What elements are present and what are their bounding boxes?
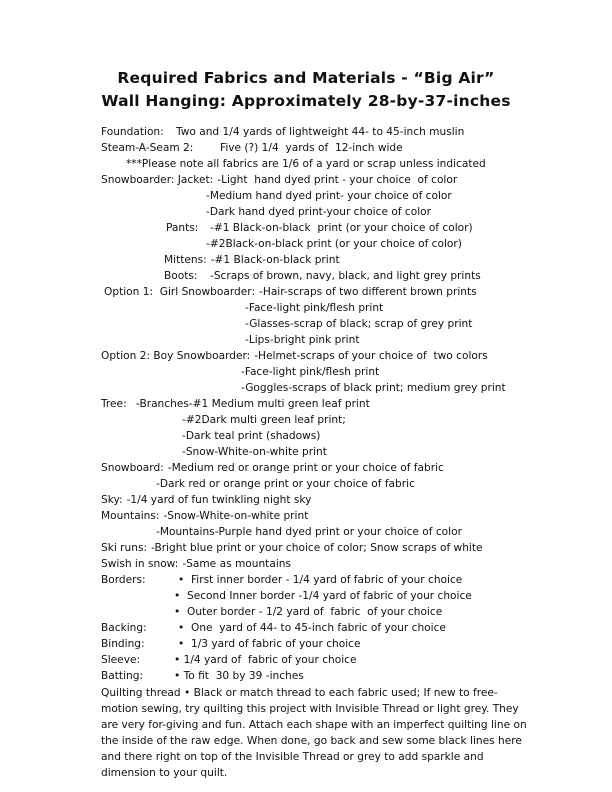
item-text: -Light hand dyed print - your choice of color	[217, 174, 458, 186]
item-text: -Face-light pink/flesh print	[245, 302, 384, 314]
item-label: Batting:	[101, 670, 144, 682]
item-text: -Medium red or orange print or your choice of fabric	[167, 462, 444, 474]
title-line-2: Wall Hanging: Approximately 28-by-37-inches	[101, 92, 511, 110]
item-text: -Hair-scraps of two different brown prints	[259, 286, 477, 298]
item-text: -Same as mountains	[182, 558, 292, 570]
item-text: -Goggles-scraps of black print; medium grey print	[241, 382, 506, 394]
list-item	[0, 173, 612, 189]
list-item	[0, 573, 612, 589]
list-item	[0, 605, 612, 621]
item-text: -Lips-bright pink print	[245, 334, 360, 346]
item-text: -Glasses-scrap of black; scrap of grey print	[245, 318, 473, 330]
item-text: -Dark teal print (shadows)	[182, 430, 321, 442]
list-item	[0, 413, 612, 429]
item-label: Sleeve:	[101, 654, 141, 666]
list-item	[0, 589, 612, 605]
item-label: Borders:	[101, 574, 146, 586]
item-text: -1/4 yard of fun twinkling night sky	[126, 494, 312, 506]
item-text: -Medium hand dyed print- your choice of color	[206, 190, 452, 202]
quilting-thread-paragraph	[101, 685, 531, 781]
item-label: Swish in snow:	[101, 558, 179, 570]
quilting-label: Quilting thread	[101, 687, 181, 699]
list-item	[0, 653, 612, 669]
item-text: -#1 Black-on-black print	[210, 254, 340, 266]
item-label: Option 1: Girl Snowboarder:	[104, 286, 256, 298]
list-item	[0, 349, 612, 365]
list-item	[0, 269, 612, 285]
list-item	[0, 157, 612, 173]
list-item	[0, 669, 612, 685]
item-label: Mittens:	[164, 254, 207, 266]
item-label: Foundation:	[101, 126, 164, 138]
list-item	[0, 429, 612, 445]
item-label: Pants:	[166, 222, 199, 234]
list-item	[0, 237, 612, 253]
item-text: -Branches-#1 Medium multi green leaf print	[136, 398, 370, 410]
list-item	[0, 493, 612, 509]
item-text: -Scraps of brown, navy, black, and light grey prints	[210, 270, 481, 282]
list-item	[0, 189, 612, 205]
list-item	[0, 365, 612, 381]
item-text: -Bright blue print or your choice of color; Snow scraps of white	[151, 542, 483, 554]
item-text: -#2Black-on-black print (or your choice of color)	[206, 238, 462, 250]
list-item	[0, 445, 612, 461]
list-item	[0, 461, 612, 477]
item-text: • First inner border - 1/4 yard of fabric of your choice	[178, 574, 463, 586]
list-item	[0, 205, 612, 221]
item-text: -Dark red or orange print or your choice of fabric	[156, 478, 415, 490]
list-item	[0, 285, 612, 301]
item-label: Sky:	[101, 494, 123, 506]
item-text: -#2Dark multi green leaf print;	[182, 414, 346, 426]
item-text: Two and 1/4 yards of lightweight 44- to 45-inch muslin	[176, 126, 465, 138]
item-text: • 1/3 yard of fabric of your choice	[178, 638, 361, 650]
item-label: Ski runs:	[101, 542, 148, 554]
list-item	[0, 141, 612, 157]
list-item	[0, 333, 612, 349]
title-line-1: Required Fabrics and Materials - “Big Air”	[117, 69, 495, 87]
item-text: -Dark hand dyed print-your choice of color	[206, 206, 431, 218]
item-label: Snowboard:	[101, 462, 164, 474]
list-item	[0, 637, 612, 653]
item-text: -Helmet-scraps of your choice of two colors	[254, 350, 488, 362]
item-text: • To fit 30 by 39 -inches	[174, 670, 304, 682]
list-item	[0, 301, 612, 317]
list-item	[0, 381, 612, 397]
list-item	[0, 509, 612, 525]
list-item	[0, 525, 612, 541]
item-label: Mountains:	[101, 510, 160, 522]
quilting-text: • Black or match thread to each fabric used; If new to free-motion sewing, try quilting this project with Invisible Thread or light grey. They are very for-giving and fun. Attach each shape with an imperfect quilting line on the inside of the raw edge. When done, go back and sew some black lines here and there right on top of the Invisible Thread or grey to add sparkle and dimension to your quilt.	[101, 687, 527, 779]
item-text: ***Please note all fabrics are 1/6 of a yard or scrap unless indicated	[126, 158, 486, 170]
item-text: • One yard of 44- to 45-inch fabric of your choice	[178, 622, 446, 634]
materials-list	[0, 125, 612, 685]
list-item	[0, 397, 612, 413]
item-text: Five (?) 1/4 yards of 12-inch wide	[220, 142, 403, 154]
item-text: • 1/4 yard of fabric of your choice	[174, 654, 357, 666]
item-label: Boots:	[164, 270, 198, 282]
list-item	[0, 125, 612, 141]
item-label: Option 2: Boy Snowboarder:	[101, 350, 251, 362]
item-label: Tree:	[101, 398, 127, 410]
list-item	[0, 541, 612, 557]
list-item	[0, 317, 612, 333]
item-label: Backing:	[101, 622, 147, 634]
list-item	[0, 621, 612, 637]
list-item	[0, 477, 612, 493]
item-label: Binding:	[101, 638, 145, 650]
item-text: -Snow-White-on-white print	[163, 510, 309, 522]
list-item	[0, 253, 612, 269]
item-text: -Mountains-Purple hand dyed print or your choice of color	[156, 526, 462, 538]
item-text: • Outer border - 1/2 yard of fabric of your choice	[174, 606, 443, 618]
list-item	[0, 557, 612, 573]
list-item	[0, 221, 612, 237]
item-text: -#1 Black-on-black print (or your choice of color)	[210, 222, 473, 234]
item-label: Snowboarder: Jacket:	[101, 174, 214, 186]
item-label: Steam-A-Seam 2:	[101, 142, 194, 154]
item-text: -Face-light pink/flesh print	[241, 366, 380, 378]
item-text: -Snow-White-on-white print	[182, 446, 327, 458]
item-text: • Second Inner border -1/4 yard of fabric of your choice	[174, 590, 472, 602]
